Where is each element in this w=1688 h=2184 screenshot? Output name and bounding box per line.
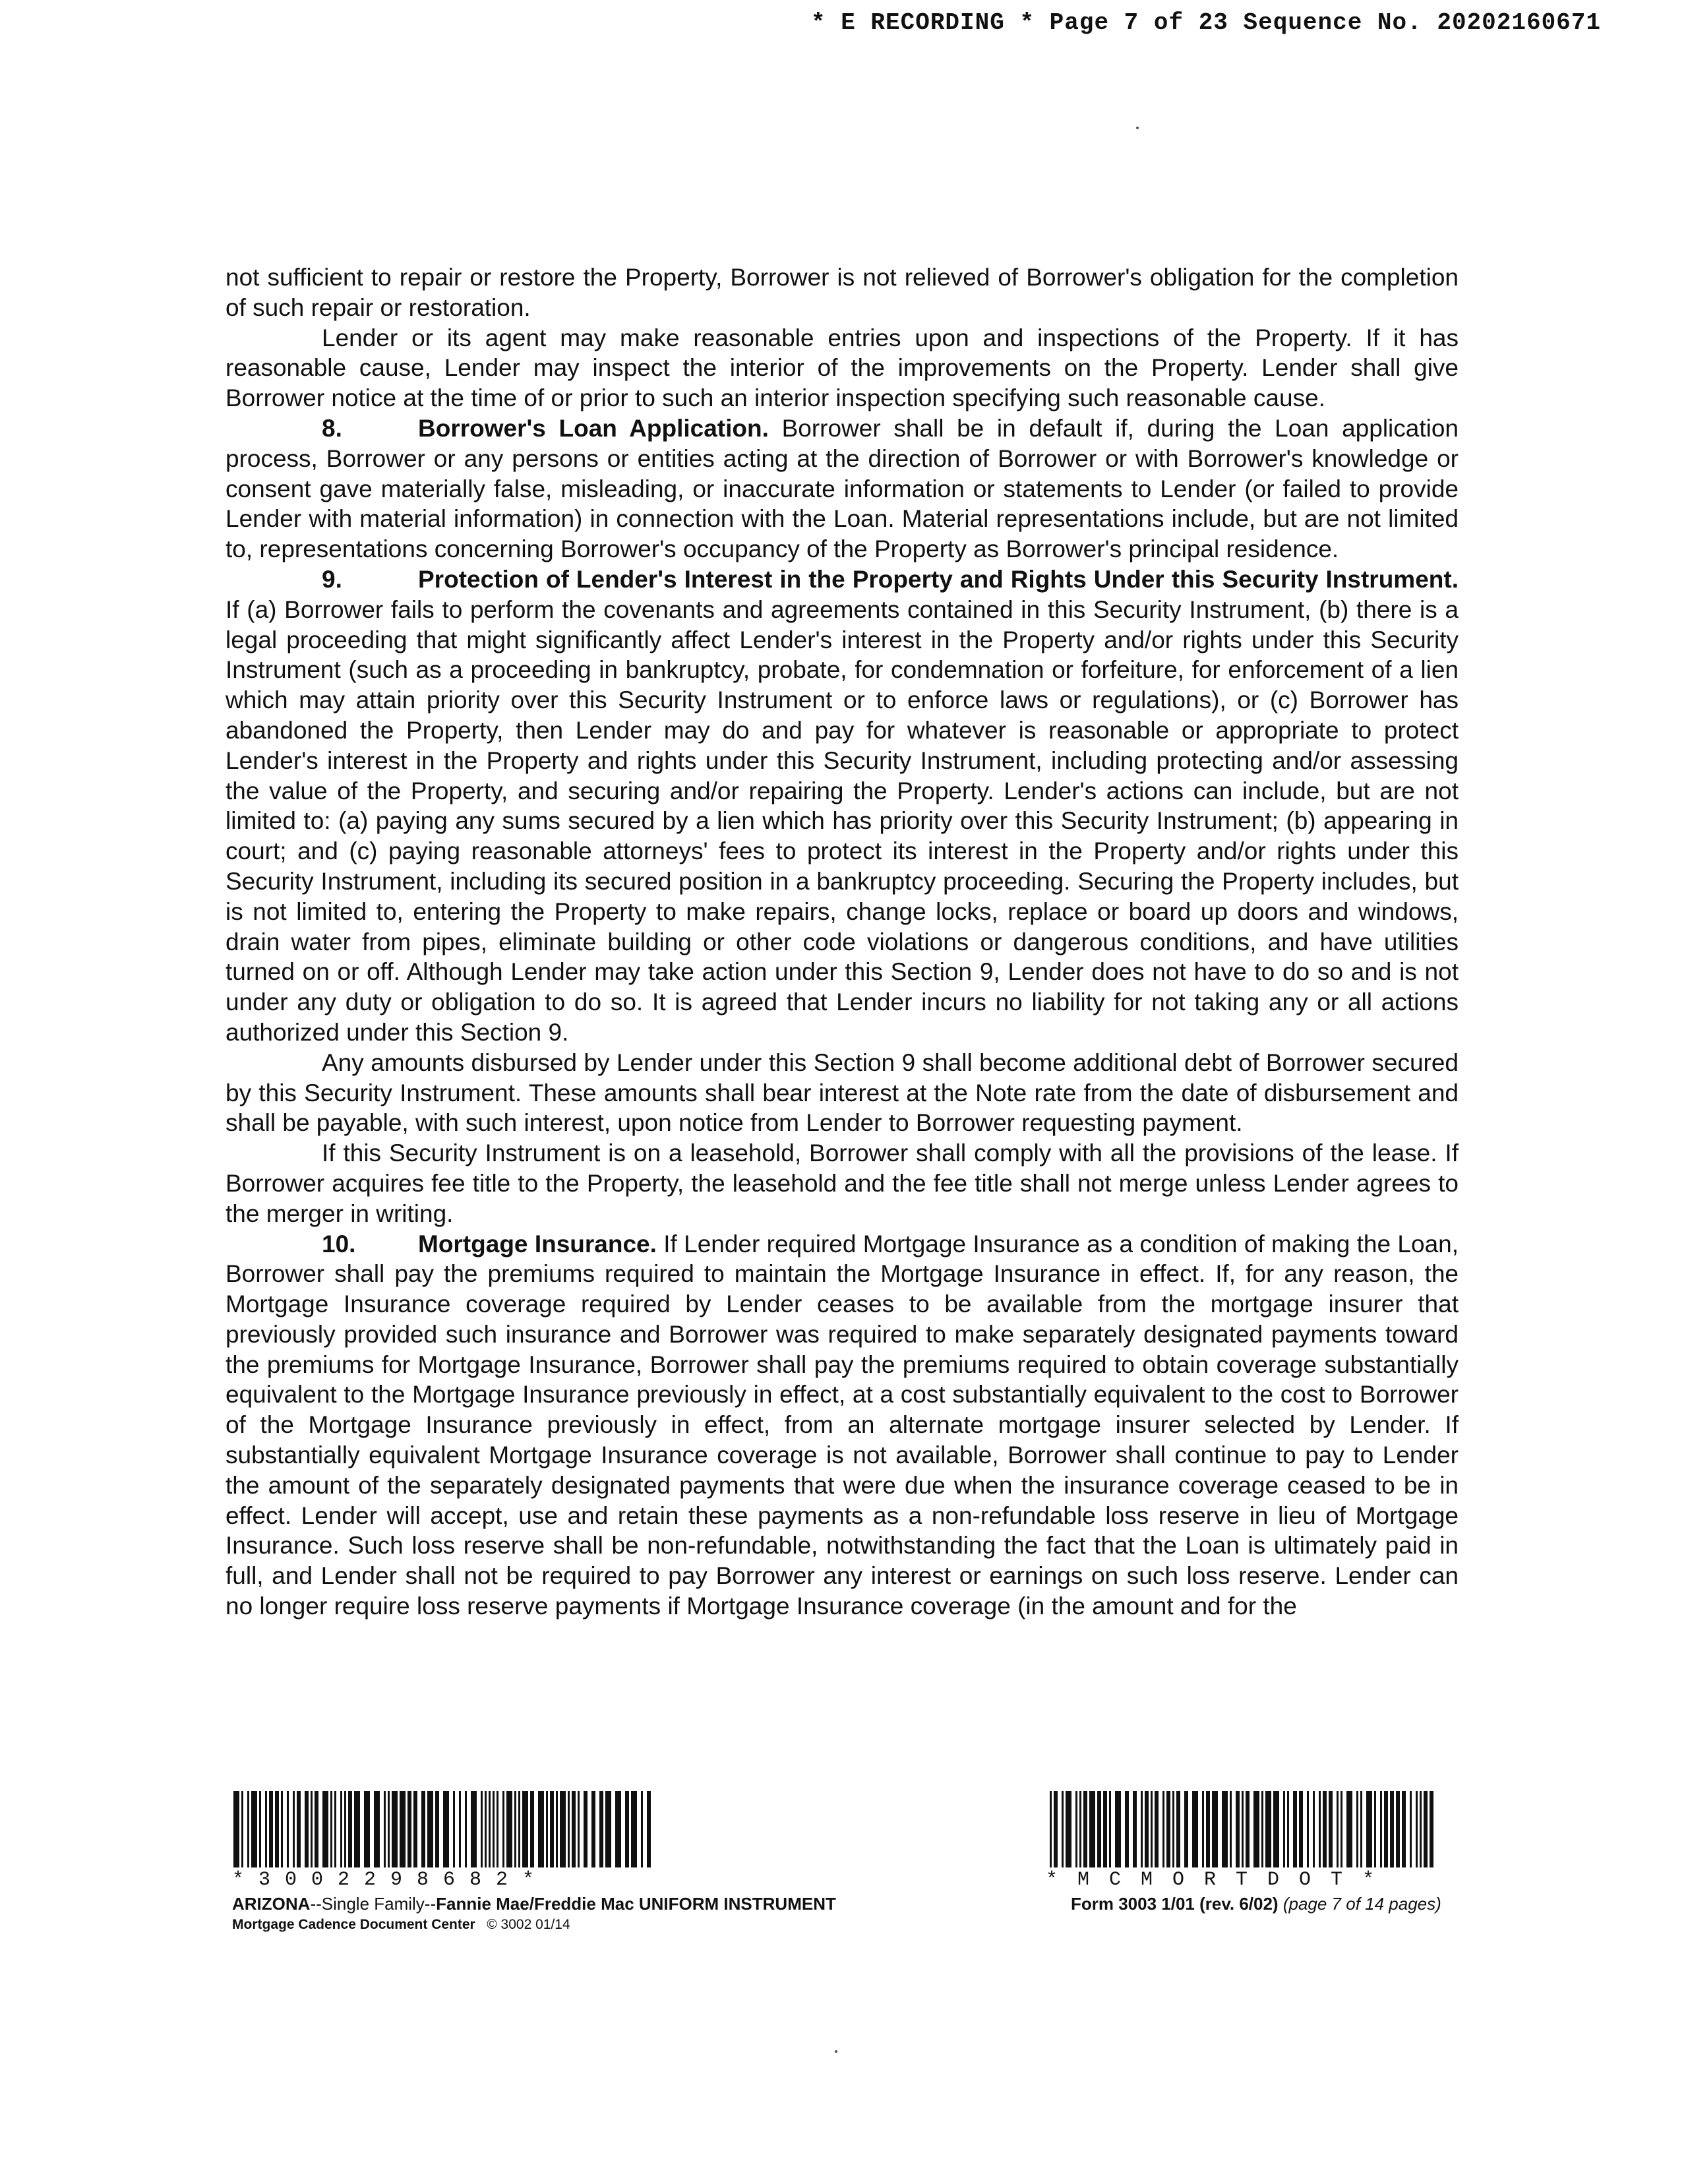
section-9 [226,564,1459,1048]
section-title: Mortgage Insurance. [418,1230,657,1258]
barcode-bar [330,1791,332,1867]
barcode-bar [1089,1791,1095,1867]
barcode-bar [1410,1791,1412,1867]
barcode-bar [641,1791,643,1867]
barcode-left [232,1791,891,1867]
form-number-line [1046,1894,1455,1914]
barcode-bar [354,1791,360,1867]
barcode-bar [1075,1791,1077,1867]
section-text: If (a) Borrower fails to perform the covenants and agreements contained in this Security Instrument, (b) there is a legal proceeding that might significantly affect Lender's interest in the Property and/or rights under this Security Instrument (such as a proceeding in bankruptcy, probate, for condemnation or forfeiture, for enforcement of a lien which may attain priority over this Security Instrument or to enforce laws or regulations), or (c) Borrower has abandoned the Property, then Lender may do and pay for whatever is reasonable or appropriate to protect Lender's interest in the Property and rights under this Security Instrument, including protecting and/or assessing the value of the Property, and securing and/or repairing the Property. Lender's actions can include, but are not limited to: (a) paying any sums secured by a lien which has priority over this Security Instrument; (b) appearing in court; and (c) paying reasonable attorneys' fees to protect its interest in the Property and/or rights under this Security Instrument, including its secured position in a bankruptcy proceeding. Securing the Property includes, but is not limited to, entering the Property to make repairs, change locks, replace or board up doors and windows, drain water from pipes, eliminate building or other code violations or dangerous conditions, and have utilities turned on or off. Although Lender may take action under this Section 9, Lender does not have to do so and is not under any duty or obligation to do so. It is agreed that Lender incurs no liability for not taking any or all actions authorized under this Section 9. [226,595,1459,1046]
barcode-bar [265,1791,267,1867]
barcode-bar [605,1791,611,1867]
barcode-bar [631,1791,637,1867]
barcode-bar [1273,1791,1279,1867]
barcode-bar [435,1791,439,1867]
barcode-bar [1141,1791,1143,1867]
barcode-bar [1356,1791,1358,1867]
barcode-bar [334,1791,336,1867]
form-instrument: Fannie Mae/Freddie Mac UNIFORM INSTRUMENT [436,1894,836,1914]
form-state: ARIZONA [232,1894,311,1914]
barcode-bar [1202,1791,1204,1867]
barcode-bar [1230,1791,1232,1867]
barcode-bar [241,1791,243,1867]
barcode-bar [459,1791,461,1867]
barcode-bar [1265,1791,1271,1867]
barcode-bar [1299,1791,1303,1867]
barcode-bar [322,1791,328,1867]
barcode-bar [1151,1791,1153,1867]
barcode-bar [340,1791,342,1867]
barcode-bar [1242,1791,1244,1867]
barcode-bar [1341,1791,1342,1867]
recording-header: * E RECORDING * Page 7 of 23 Sequence No. 20202160671 [811,9,1601,36]
barcode-bar [1366,1791,1372,1867]
barcode-bar [1374,1791,1376,1867]
scan-speck [1136,127,1139,129]
barcode-bar [1109,1791,1111,1867]
barcode-bar [384,1791,386,1867]
barcode-bar [344,1791,346,1867]
barcode-bar [1115,1791,1121,1867]
barcode-bar [591,1791,595,1867]
barcode-bar [546,1791,548,1867]
barcode-bar [625,1791,629,1867]
barcode-bar [1424,1791,1428,1867]
barcode-bar [1125,1791,1129,1867]
barcode-bar [315,1791,318,1867]
barcode-bar [1319,1791,1321,1867]
barcode-bar [550,1791,554,1867]
section-10 [226,1229,1459,1622]
section-number: 10. [322,1230,356,1258]
barcode-bar [1079,1791,1081,1867]
barcode-bar [1166,1791,1170,1867]
barcode-bar [297,1791,301,1867]
barcode-bar [1384,1791,1388,1867]
barcode-right-label: *MCMORTDOT* [1046,1869,1395,1891]
barcode-bar [1313,1791,1315,1867]
barcode-bar [1162,1791,1164,1867]
barcode-right [1046,1791,1455,1867]
section-8 [226,413,1459,564]
barcode-bar [348,1791,352,1867]
barcode-bar [514,1791,516,1867]
barcode-bar [1337,1791,1339,1867]
barcode-bar [647,1791,651,1867]
barcode-bar [1062,1791,1064,1867]
scan-speck [835,2050,837,2053]
barcode-bar [305,1791,309,1867]
barcode-bar [1430,1791,1433,1867]
barcode-bar [560,1791,566,1867]
barcode-bar [1097,1791,1101,1867]
barcode-bar [1360,1791,1362,1867]
barcode-bar [1066,1791,1071,1867]
barcode-bar [615,1791,621,1867]
barcode-bar [1390,1791,1394,1867]
barcode-bar [421,1791,425,1867]
barcode-bar [1293,1791,1297,1867]
footer-left [232,1791,891,1933]
barcode-bar [388,1791,390,1867]
barcode-bar [1172,1791,1174,1867]
barcode-bar [1236,1791,1240,1867]
barcode-bar [1083,1791,1087,1867]
barcode-bar [287,1791,289,1867]
barcode-bar [1323,1791,1327,1867]
document-body [226,262,1459,1622]
barcode-bar [275,1791,279,1867]
barcode-bar [1396,1791,1400,1867]
barcode-bar [1050,1791,1052,1867]
barcode-bar [481,1791,483,1867]
paragraph-continuation: not sufficient to repair or restore the Property, Borrower is not relieved of Borrower's obligation for the completion of such repair or restoration. [226,264,1459,321]
barcode-bar [1184,1791,1188,1867]
paragraph-inspection: Lender or its agent may make reasonable entries upon and inspections of the Property. If it has reasonable cause, Lender may inspect the interior of the improvements on the Property. Lender shall give Borrower notice at the time of or prior to such an interior inspection specifying such reasonable cause. [226,324,1459,412]
barcode-bar [1133,1791,1137,1867]
barcode-bar [311,1791,313,1867]
barcode-bar [1380,1791,1382,1867]
paragraph-disbursed: Any amounts disbursed by Lender under this Section 9 shall become additional debt of Borrower secured by this Security Instrument. These amounts shall bear interest at the Note rate from the date of disbursement and shall be payable, with such interest, upon notice from Lender to Borrower requesting payment. [226,1048,1459,1137]
barcode-bar [1287,1791,1289,1867]
barcode-bar [518,1791,520,1867]
barcode-bar [493,1791,495,1867]
barcode-bar [497,1791,498,1867]
barcode-bar [556,1791,558,1867]
barcode-bar [427,1791,433,1867]
barcode-bar [578,1791,580,1867]
form-type: --Single Family-- [310,1894,437,1914]
section-title: Protection of Lender's Interest in the Property and Rights Under this Security Instrument. [418,565,1459,593]
barcode-bar [1253,1791,1259,1867]
section-number: 8. [322,414,342,442]
footer-right [1046,1791,1455,1914]
barcode-bar [392,1791,398,1867]
barcode-bar [259,1791,261,1867]
barcode-bar [1054,1791,1058,1867]
barcode-bar [1307,1791,1309,1867]
barcode-bar [522,1791,528,1867]
barcode-bar [1283,1791,1285,1867]
barcode-bar [1155,1791,1159,1867]
barcode-bar [374,1791,380,1867]
doc-center: Mortgage Cadence Document Center [232,1917,475,1932]
barcode-bar [465,1791,467,1867]
barcode-bar [407,1791,411,1867]
barcode-left-label: *3002298682* [232,1869,549,1891]
barcode-bar [530,1791,534,1867]
barcode-bar [572,1791,576,1867]
barcode-bar [1145,1791,1149,1867]
form-title [232,1894,891,1914]
barcode-bar [568,1791,570,1867]
barcode-bar [1246,1791,1250,1867]
barcode-bar [1329,1791,1333,1867]
barcode-bar [485,1791,487,1867]
barcode-bar [538,1791,544,1867]
barcode-bar [1103,1791,1107,1867]
barcode-bar [453,1791,455,1867]
barcode-bar [506,1791,512,1867]
barcode-bar [471,1791,477,1867]
barcode-bar [1192,1791,1198,1867]
barcode-bar [269,1791,273,1867]
barcode-bar [247,1791,249,1867]
barcode-bar [1212,1791,1218,1867]
barcode-right-graphic [1048,1791,1444,1867]
form-number: Form 3003 1/01 (rev. 6/02) [1071,1894,1279,1914]
barcode-bar [233,1791,239,1867]
section-title: Borrower's Loan Application. [418,414,769,442]
barcode-bar [584,1791,588,1867]
section-text: Borrower shall be in default if, during the Loan application process, Borrower or any persons or entities acting at the direction of Borrower or with Borrower's knowledge or consent gave materially false, misleading, or inaccurate information or statements to Lender (or failed to provide Lender with material information) in connection with the Loan. Material representations include, but are not limited to, representations concerning Borrower's occupancy of the Property as Borrower's principal residence. [226,414,1459,563]
barcode-bar [1222,1791,1228,1867]
section-text: If Lender required Mortgage Insurance as a condition of making the Loan, Borrower shall pay the premiums required to maintain the Mortgage Insurance in effect. If, for any reason, the Mortgage Insurance coverage required by Lender ceases to be available from the mortgage insurer that previously provided such insurance and Borrower was required to make separately designated payments toward the premiums for Mortgage Insurance, Borrower shall pay the premiums required to obtain coverage substantially equivalent to the Mortgage Insurance previously in effect, at a cost substantially equivalent to the cost to Borrower of the Mortgage Insurance previously in effect, from an alternate mortgage insurer selected by Lender. If substantially equivalent Mortgage Insurance coverage is not available, Borrower shall continue to pay to Lender the amount of the separately designated payments that were due when the insurance coverage ceased to be in effect. Lender will accept, use and retain these payments as a non-refundable loss reserve in lieu of Mortgage Insurance. Such loss reserve shall be non-refundable, notwithstanding the fact that the Loan is ultimately paid in full, and Lender shall not be required to pay Borrower any interest or earnings on such loss reserve. Lender can no longer require loss reserve payments if Mortgage Insurance coverage (in the amount and for the [226,1230,1459,1620]
barcode-bar [293,1791,295,1867]
barcode-bar [364,1791,370,1867]
form-subtitle [232,1917,891,1933]
barcode-bar [1416,1791,1418,1867]
barcode-left-graphic [232,1791,654,1867]
barcode-bar [251,1791,257,1867]
barcode-bar [443,1791,449,1867]
barcode-bar [1261,1791,1263,1867]
barcode-bar [281,1791,283,1867]
barcode-bar [599,1791,603,1867]
barcode-bar [1420,1791,1422,1867]
barcode-bar [1346,1791,1352,1867]
barcode-bar [489,1791,491,1867]
section-number: 9. [322,565,342,593]
paragraph-leasehold: If this Security Instrument is on a leasehold, Borrower shall comply with all the provisions of the lease. If Borrower acquires fee title to the Property, the leasehold and the fee title shall not merge unless Lender agrees to the merger in writing. [226,1139,1459,1227]
doc-code: © 3002 01/14 [487,1917,570,1932]
barcode-bar [1402,1791,1406,1867]
barcode-bar [400,1791,406,1867]
barcode-bar [1206,1791,1210,1867]
barcode-bar [502,1791,504,1867]
barcode-bar [1176,1791,1180,1867]
barcode-bar [413,1791,417,1867]
page-info: (page 7 of 14 pages) [1282,1894,1441,1914]
